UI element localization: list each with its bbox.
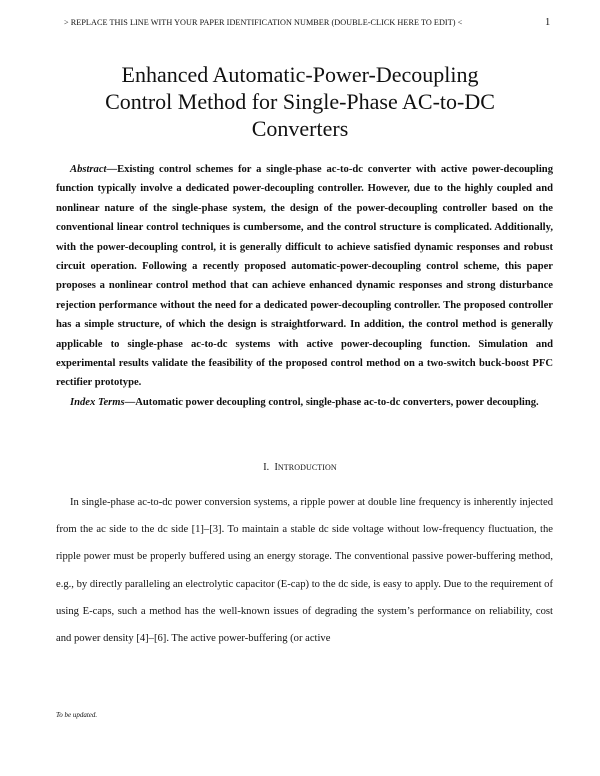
abstract-paragraph [56,160,553,393]
index-terms-label: Index Terms [70,396,125,408]
footnote: To be updated. [56,711,98,719]
index-terms-paragraph [56,393,553,412]
section-number: I. [263,462,270,473]
title-line-3: Converters [251,116,349,141]
abstract-text: —Existing control schemes for a single-phase ac-to-dc converter with active power-decoupling function typically involve a dedicated power-decoupling controller. However, due to the highly coupled and nonlinear nature of the single-phase system, the design of the power-decoupling controller based on the conventional linear control techniques is cumbersome, and the control structure is complicated. Additionally, with the power-decoupling control, it is generally difficult to achieve satisfied dynamic responses and robust circuit operation. Following a recently proposed automatic-power-decoupling control scheme, this paper proposes a nonlinear control method that can achieve enhanced dynamic responses and strong disturbance rejection performance without the need for a dedicated power-decoupling controller. The proposed controller has a simple structure, of which the design is straightforward. In addition, the control method is generally applicable to single-phase ac-to-dc systems with active power-decoupling function. Simulation and experimental results validate the feasibility of the proposed control method on a two-switch buck-boost PFC rectifier prototype. [56,164,553,389]
abstract-label: Abstract [70,164,107,175]
title-line-1: Enhanced Automatic-Power-Decoupling [121,62,479,87]
title-line-2: Control Method for Single-Phase AC-to-DC [105,89,495,114]
section-title-rest: NTRODUCTION [277,463,337,472]
section-heading-introduction [0,462,600,473]
introduction-paragraph: In single-phase ac-to-dc power conversion systems, a ripple power at double line frequency is inherently injected from the ac side to the dc side [1]–[3]. To maintain a stable dc side voltage without low-frequency fluctuation, the ripple power must be properly buffered using an energy storage. The conventional passive power-buffering method, e.g., by directly paralleling an electrolytic capacitor (E-cap) to the dc side, is easy to apply. Due to the requirement of using E-caps, such a method has the well-known issues of degrading the system’s performance on reliability, cost and power density [4]–[6]. The active power-buffering (or active [56,497,553,645]
abstract-block [56,160,553,412]
section-title-initial: I [274,462,278,473]
running-head-text: > REPLACE THIS LINE WITH YOUR PAPER IDENTIFICATION NUMBER (DOUBLE-CLICK HERE TO EDIT) < [64,18,463,27]
index-terms-text: —Automatic power decoupling control, single-phase ac-to-dc converters, power decoupling. [124,396,539,408]
page-number: 1 [545,17,551,28]
paper-title [60,61,540,142]
